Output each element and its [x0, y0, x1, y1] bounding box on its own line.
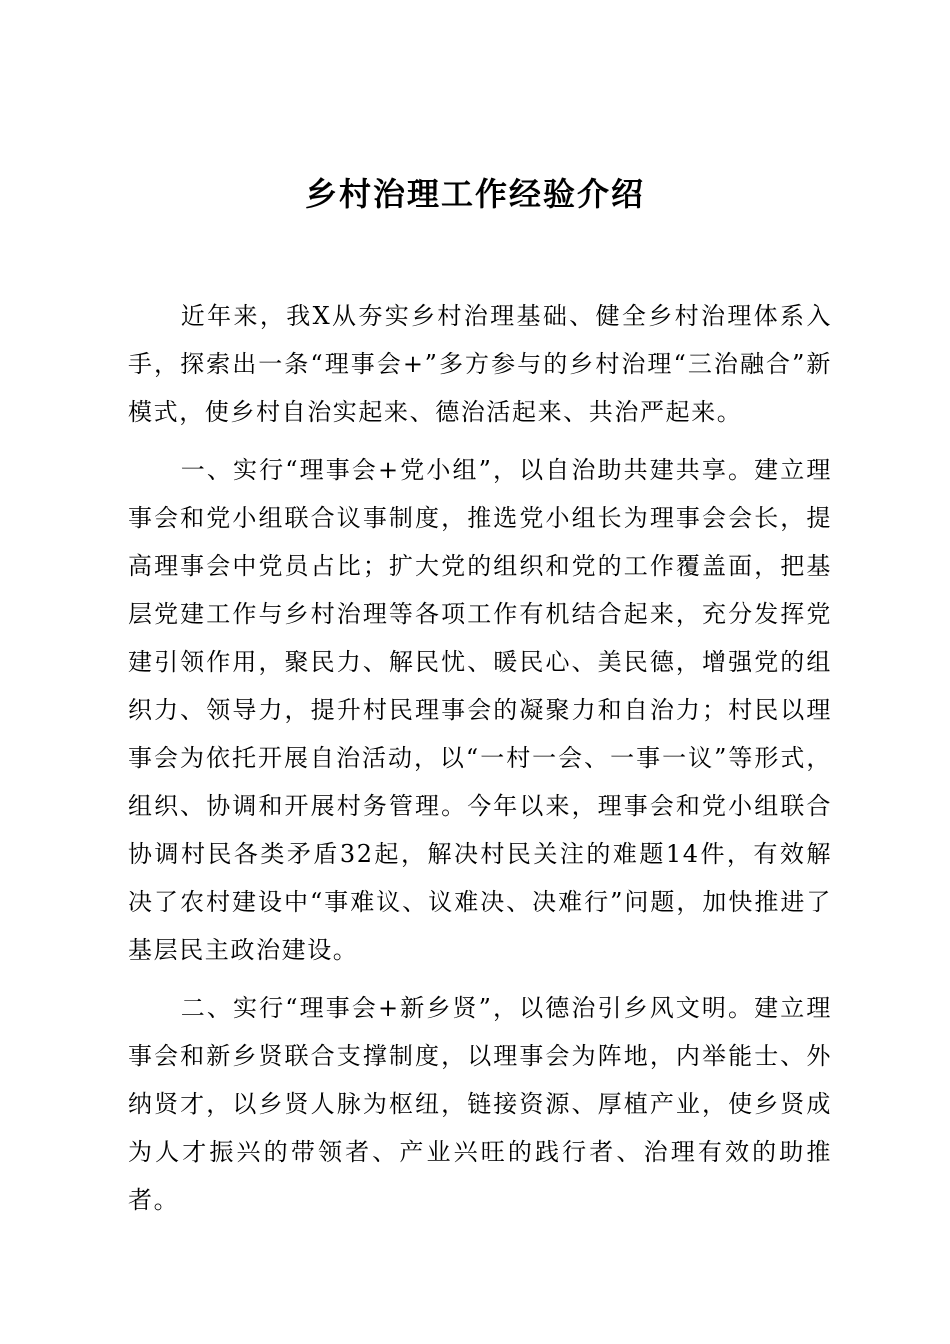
document-body: [128, 292, 832, 1234]
paragraph-intro: 近年来，我X从夯实乡村治理基础、健全乡村治理体系入手，探索出一条“理事会+”多方参与的乡村治理“三治融合”新模式，使乡村自治实起来、德治活起来、共治严起来。: [128, 302, 832, 426]
document-title: 乡村治理工作经验介绍: [304, 175, 645, 213]
paragraph-section-1: 一、实行“理事会+党小组”，以自治助共建共享。建立理事会和党小组联合议事制度，推选党小组长为理事会会长，提高理事会中党员占比；扩大党的组织和党的工作覆盖面，把基层党建工作与乡村治理等各项工作有机结合起来，充分发挥党建引领作用，聚民力、解民忧、暖民心、美民德，增强党的组织力、领导力，提升村民理事会的凝聚力和自治力；村民以理事会为依托开展自治活动，以“一村一会、一事一议”等形式，组织、协调和开展村务管理。今年以来，理事会和党小组联合协调村民各类矛盾32起，解决村民关注的难题14件，有效解决了农村建设中“事难议、议难决、决难行”问题，加快推进了基层民主政治建设。: [128, 456, 832, 964]
paragraph-section-2: 二、实行“理事会+新乡贤”，以德治引乡风文明。建立理事会和新乡贤联合支撑制度，以理事会为阵地，内举能士、外纳贤才，以乡贤人脉为枢纽，链接资源、厚植产业，使乡贤成为人才振兴的带领者、产业兴旺的践行者、治理有效的助推者。: [128, 994, 832, 1214]
